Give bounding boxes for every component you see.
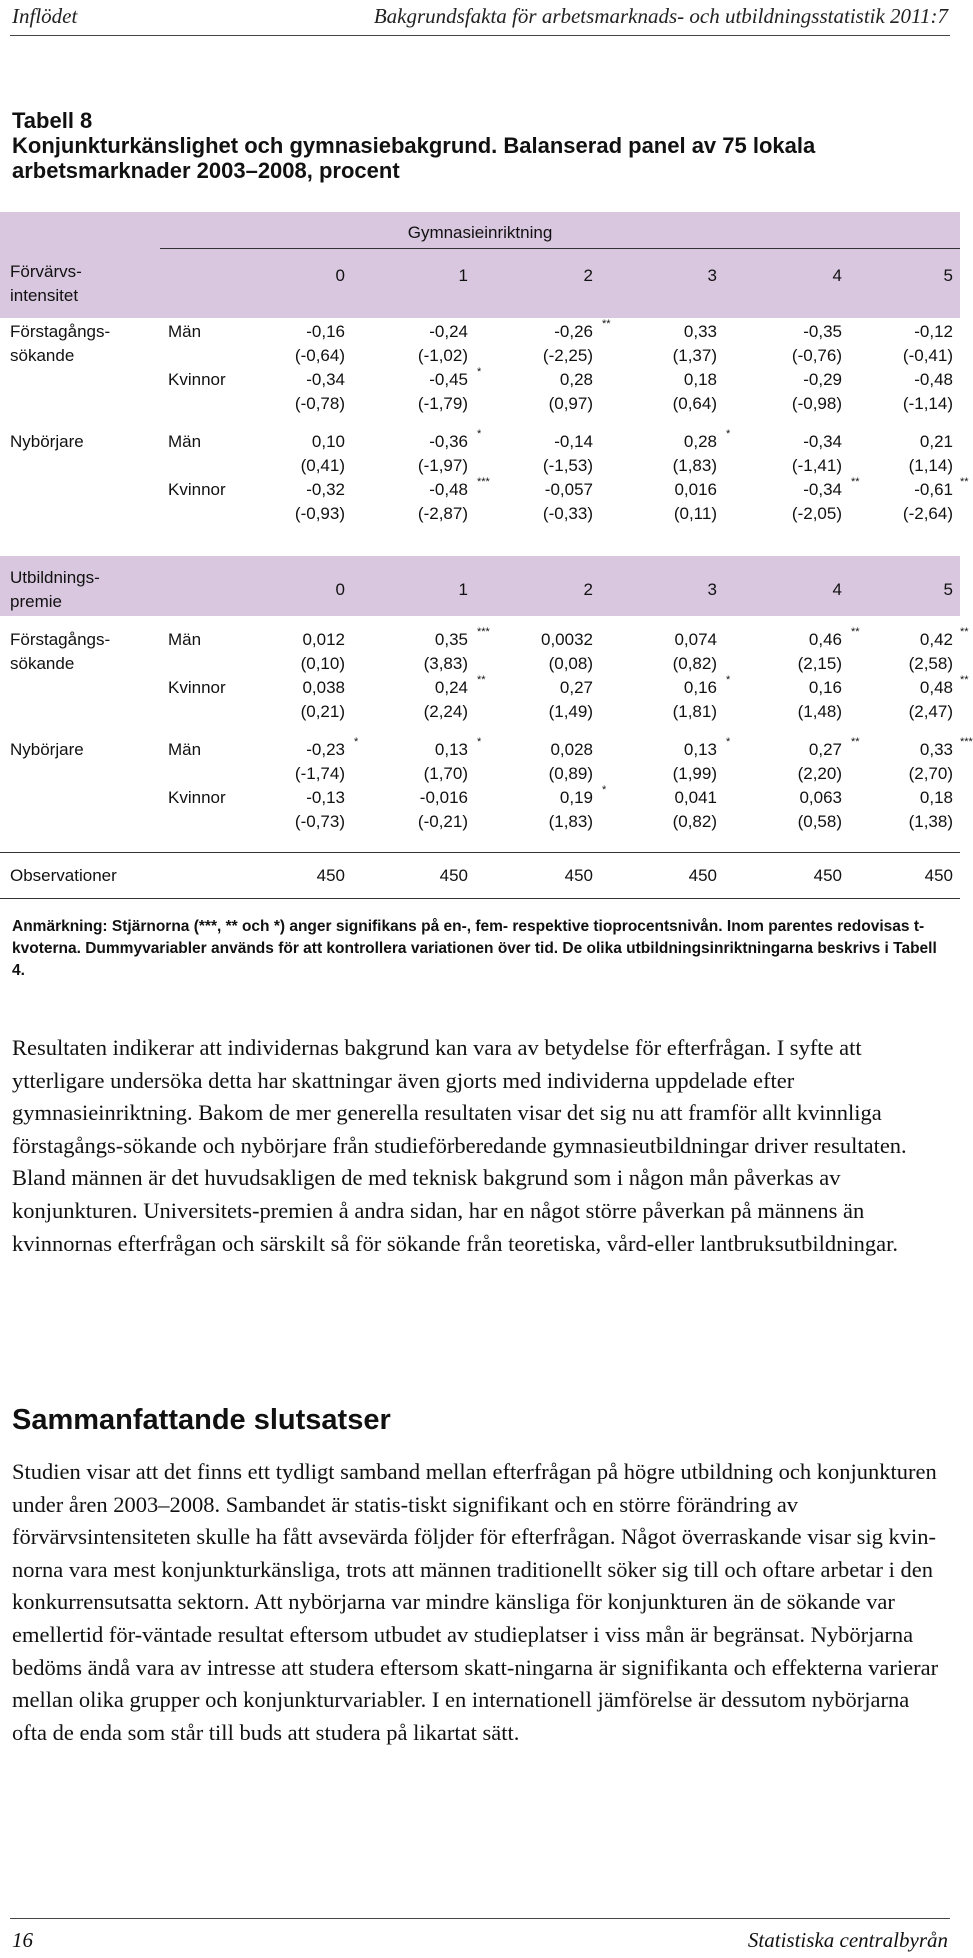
t-ratio-value: (-1,14) xyxy=(902,394,953,413)
t-ratio-value: (3,83) xyxy=(423,654,468,673)
running-header xyxy=(0,0,960,44)
coefficient-value: -0,26 xyxy=(554,322,593,341)
t-ratio-value: (-0,76) xyxy=(791,346,842,365)
coefficient-value: 0,33 xyxy=(683,322,717,341)
coefficient-value: 0,21 xyxy=(919,432,953,451)
coefficient-value: -0,36 xyxy=(429,432,468,451)
coefficient-value: 0,012 xyxy=(302,630,345,649)
column-header-1: 1 xyxy=(458,266,468,285)
significance-stars: * xyxy=(477,366,482,378)
t-ratio-value: (1,14) xyxy=(908,456,953,475)
footer-publisher: Statistiska centralbyrån xyxy=(747,1928,948,1952)
t-ratio-value: (-2,05) xyxy=(791,504,842,523)
t-ratio-value: (0,82) xyxy=(672,812,717,831)
t-ratio-value: (-0,98) xyxy=(791,394,842,413)
observations-value: 450 xyxy=(813,866,842,885)
coefficient-value: 0,13 xyxy=(683,740,717,759)
coefficient-value: 0,074 xyxy=(674,630,717,649)
t-ratio-value: (2,15) xyxy=(797,654,842,673)
observations-value: 450 xyxy=(316,866,345,885)
t-ratio-value: (-0,41) xyxy=(902,346,953,365)
coefficient-value: -0,45 xyxy=(429,370,468,389)
coefficient-value: -0,29 xyxy=(803,370,842,389)
t-ratio-value: (1,49) xyxy=(548,702,593,721)
body-paragraph-2: Studien visar att det finns ett tydligt samband mellan efterfrågan på högre utbildning och konjunkturen under åren 2003–2008. Sambandet är statis-tiskt signifikant och en större förändring av förvärvsintensiteten skulle ha fått avsevärda följder för efterfrågan. Något överraskande visar sig kvin-norna vara mest konjunkturkänsliga, trots att männen traditionellt söker sig till och oftare arbetar i den konkurrensutsatta sektorn. Att nybörjarna var mindre känsliga för konjunkturen än de sökande var emellertid för-väntade resultat eftersom utbudet av studieplatser i viss mån är begränsat. Nybörjarna bedöms ändå vara av intresse att studera eftersom skatt-ningarna är signifikanta och effekterna varierar mellan olika grupper och konjunkturvariabler. I en internationell jämförelse är dessutom nybörjarna ofta de enda som står till buds att studera på likartat sätt. xyxy=(12,1459,939,1745)
women-label: Kvinnor xyxy=(168,480,226,499)
observations-value: 450 xyxy=(924,866,953,885)
group-header-rule xyxy=(160,248,960,249)
coefficient-value: 0,27 xyxy=(559,678,593,697)
significance-stars: ** xyxy=(851,626,860,638)
significance-stars: ** xyxy=(960,674,969,686)
table-number: Tabell 8 xyxy=(12,108,93,133)
t-ratio-value: (2,20) xyxy=(797,764,842,783)
column-header-2: 2 xyxy=(583,580,593,599)
coefficient-value: 0,10 xyxy=(311,432,345,451)
t-ratio-value: (-1,97) xyxy=(417,456,468,475)
t-ratio-value: (1,38) xyxy=(908,812,953,831)
men-label: Män xyxy=(168,630,202,649)
group-label-line1: Förstagångs- xyxy=(10,630,111,649)
page-number: 16 xyxy=(12,1928,33,1952)
coefficient-value: -0,61 xyxy=(914,480,953,499)
observations-value: 450 xyxy=(688,866,717,885)
coefficient-value: 0,33 xyxy=(919,740,953,759)
coefficient-value: -0,32 xyxy=(306,480,345,499)
section-title-line2: intensitet xyxy=(10,286,79,305)
coefficient-value: -0,34 xyxy=(803,432,842,451)
group-label-line1: Nybörjare xyxy=(10,432,84,451)
women-label: Kvinnor xyxy=(168,370,226,389)
coefficient-value: 0,18 xyxy=(683,370,717,389)
t-ratio-value: (-0,73) xyxy=(294,812,345,831)
coefficient-value: 0,24 xyxy=(434,678,468,697)
coefficient-value: 0,27 xyxy=(808,740,842,759)
coefficient-value: -0,23 xyxy=(306,740,345,759)
footer-rule xyxy=(10,1918,950,1919)
coefficient-value: 0,28 xyxy=(683,432,717,451)
column-header-2: 2 xyxy=(583,266,593,285)
t-ratio-value: (1,83) xyxy=(548,812,593,831)
coefficient-value: -0,16 xyxy=(306,322,345,341)
significance-stars: * xyxy=(477,736,482,748)
coefficient-value: -0,48 xyxy=(429,480,468,499)
t-ratio-value: (-1,79) xyxy=(417,394,468,413)
coefficient-value: 0,16 xyxy=(808,678,842,697)
t-ratio-value: (-1,74) xyxy=(294,764,345,783)
coefficient-value: -0,016 xyxy=(419,788,468,807)
coefficient-value: 0,46 xyxy=(808,630,842,649)
column-header-3: 3 xyxy=(707,580,717,599)
coefficient-value: 0,041 xyxy=(674,788,717,807)
t-ratio-value: (-0,93) xyxy=(294,504,345,523)
column-header-5: 5 xyxy=(943,580,953,599)
coefficient-value: -0,34 xyxy=(306,370,345,389)
significance-stars: *** xyxy=(960,736,973,748)
men-label: Män xyxy=(168,432,202,451)
women-label: Kvinnor xyxy=(168,788,226,807)
observations-top-rule xyxy=(0,852,960,853)
header-left: Inflödet xyxy=(12,4,78,28)
t-ratio-value: (0,21) xyxy=(300,702,345,721)
coefficient-value: -0,057 xyxy=(544,480,593,499)
coefficient-value: -0,12 xyxy=(914,322,953,341)
t-ratio-value: (2,24) xyxy=(423,702,468,721)
coefficient-value: -0,24 xyxy=(429,322,468,341)
coefficient-value: 0,48 xyxy=(919,678,953,697)
t-ratio-value: (1,83) xyxy=(672,456,717,475)
t-ratio-value: (-0,21) xyxy=(417,812,468,831)
significance-stars: * xyxy=(354,736,359,748)
coefficient-value: 0,16 xyxy=(683,678,717,697)
header-right: Bakgrundsfakta för arbetsmarknads- och utbildningsstatistik 2011:7 xyxy=(373,4,948,28)
t-ratio-value: (0,89) xyxy=(548,764,593,783)
coefficient-value: -0,14 xyxy=(554,432,593,451)
significance-stars: ** xyxy=(602,318,611,330)
men-label: Män xyxy=(168,740,202,759)
t-ratio-value: (1,70) xyxy=(423,764,468,783)
group-label-line2: sökande xyxy=(10,346,75,365)
coefficient-value: -0,13 xyxy=(306,788,345,807)
women-label: Kvinnor xyxy=(168,678,226,697)
t-ratio-value: (1,37) xyxy=(672,346,717,365)
t-ratio-value: (0,58) xyxy=(797,812,842,831)
column-header-4: 4 xyxy=(832,266,842,285)
coefficient-value: 0,038 xyxy=(302,678,345,697)
column-header-0: 0 xyxy=(335,580,345,599)
observations-bottom-rule xyxy=(0,898,960,899)
coefficient-value: 0,028 xyxy=(550,740,593,759)
t-ratio-value: (2,47) xyxy=(908,702,953,721)
t-ratio-value: (-0,78) xyxy=(294,394,345,413)
group-label-line2: sökande xyxy=(10,654,75,673)
significance-stars: * xyxy=(726,736,731,748)
t-ratio-value: (-2,64) xyxy=(902,504,953,523)
table-note: Anmärkning: Stjärnorna (***, ** och *) anger signifikans på en-, fem- respektive tioprocentsnivån. Inom parentes redovisas t-kvoterna. Dummyvariabler används för att kontrollera variationen över tid. De olika utbildningsinriktningarna beskrivs i Tabell 4. xyxy=(12,918,937,979)
t-ratio-value: (1,81) xyxy=(672,702,717,721)
t-ratio-value: (0,97) xyxy=(548,394,593,413)
section-title-line1: Utbildnings- xyxy=(10,568,100,587)
column-header-3: 3 xyxy=(707,266,717,285)
t-ratio-value: (0,10) xyxy=(300,654,345,673)
t-ratio-value: (-1,53) xyxy=(542,456,593,475)
t-ratio-value: (2,58) xyxy=(908,654,953,673)
observations-value: 450 xyxy=(564,866,593,885)
significance-stars: ** xyxy=(960,626,969,638)
column-header-1: 1 xyxy=(458,580,468,599)
t-ratio-value: (-1,41) xyxy=(791,456,842,475)
significance-stars: *** xyxy=(477,626,490,638)
column-header-4: 4 xyxy=(832,580,842,599)
coefficient-value: 0,19 xyxy=(559,788,593,807)
t-ratio-value: (1,48) xyxy=(797,702,842,721)
coefficient-value: 0,28 xyxy=(559,370,593,389)
t-ratio-value: (0,08) xyxy=(548,654,593,673)
t-ratio-value: (2,70) xyxy=(908,764,953,783)
group-label-line1: Nybörjare xyxy=(10,740,84,759)
column-header-0: 0 xyxy=(335,266,345,285)
t-ratio-value: (0,82) xyxy=(672,654,717,673)
t-ratio-value: (0,64) xyxy=(672,394,717,413)
header-rule xyxy=(10,35,950,36)
t-ratio-value: (-1,02) xyxy=(417,346,468,365)
observations-label: Observationer xyxy=(10,866,117,885)
section-heading: Sammanfattande slutsatser xyxy=(12,1404,391,1436)
significance-stars: ** xyxy=(851,476,860,488)
t-ratio-value: (0,11) xyxy=(673,504,717,523)
coefficient-value: 0,063 xyxy=(799,788,842,807)
significance-stars: * xyxy=(602,784,607,796)
t-ratio-value: (-0,64) xyxy=(294,346,345,365)
men-label: Män xyxy=(168,322,202,341)
coefficient-value: -0,48 xyxy=(914,370,953,389)
observations-value: 450 xyxy=(439,866,468,885)
t-ratio-value: (-0,33) xyxy=(542,504,593,523)
body-paragraph-1: Resultaten indikerar att individernas bakgrund kan vara av betydelse för efterfrågan. I syfte att ytterligare undersöka detta har skattningar även gjorts med individerna uppdelade efter gymnasieinriktning. Bakom de mer generella resultaten visar det sig nu att framför allt kvinnliga förstagångs-sökande och nybörjare från studieförberedande gymnasieutbildningar driver resultaten. Bland männen är det huvudsakligen de med teknisk bakgrund som i någon mån påverkas av konjunkturen. Universitets-premien å andra sidan, har en något större påverkan på männens än kvinnornas efterfrågan och särskilt så för sökande från teoretiska, vård-eller lantbruksutbildningar. xyxy=(12,1035,907,1256)
section-title-line2: premie xyxy=(10,592,62,611)
significance-stars: ** xyxy=(960,476,969,488)
group-header: Gymnasieinriktning xyxy=(407,223,553,242)
coefficient-value: 0,35 xyxy=(434,630,468,649)
table-title-line2: arbetsmarknader 2003–2008, procent xyxy=(12,158,400,183)
significance-stars: * xyxy=(726,674,731,686)
section-title-line1: Förvärvs- xyxy=(10,262,82,281)
coefficient-value: 0,016 xyxy=(674,480,717,499)
significance-stars: ** xyxy=(477,674,486,686)
significance-stars: *** xyxy=(477,476,490,488)
coefficient-value: 0,42 xyxy=(919,630,953,649)
table-title-line1: Konjunkturkänslighet och gymnasiebakgrund. Balanserad panel av 75 lokala xyxy=(12,133,816,158)
t-ratio-value: (-2,87) xyxy=(417,504,468,523)
t-ratio-value: (0,41) xyxy=(300,456,345,475)
coefficient-value: -0,35 xyxy=(803,322,842,341)
t-ratio-value: (-2,25) xyxy=(542,346,593,365)
coefficient-value: 0,18 xyxy=(919,788,953,807)
significance-stars: * xyxy=(726,428,731,440)
coefficient-value: 0,13 xyxy=(434,740,468,759)
table-caption xyxy=(12,108,952,183)
group-label-line1: Förstagångs- xyxy=(10,322,111,341)
significance-stars: * xyxy=(477,428,482,440)
coefficient-value: 0,0032 xyxy=(541,630,593,649)
coefficient-value: -0,34 xyxy=(803,480,842,499)
column-header-5: 5 xyxy=(943,266,953,285)
significance-stars: ** xyxy=(851,736,860,748)
t-ratio-value: (1,99) xyxy=(672,764,717,783)
